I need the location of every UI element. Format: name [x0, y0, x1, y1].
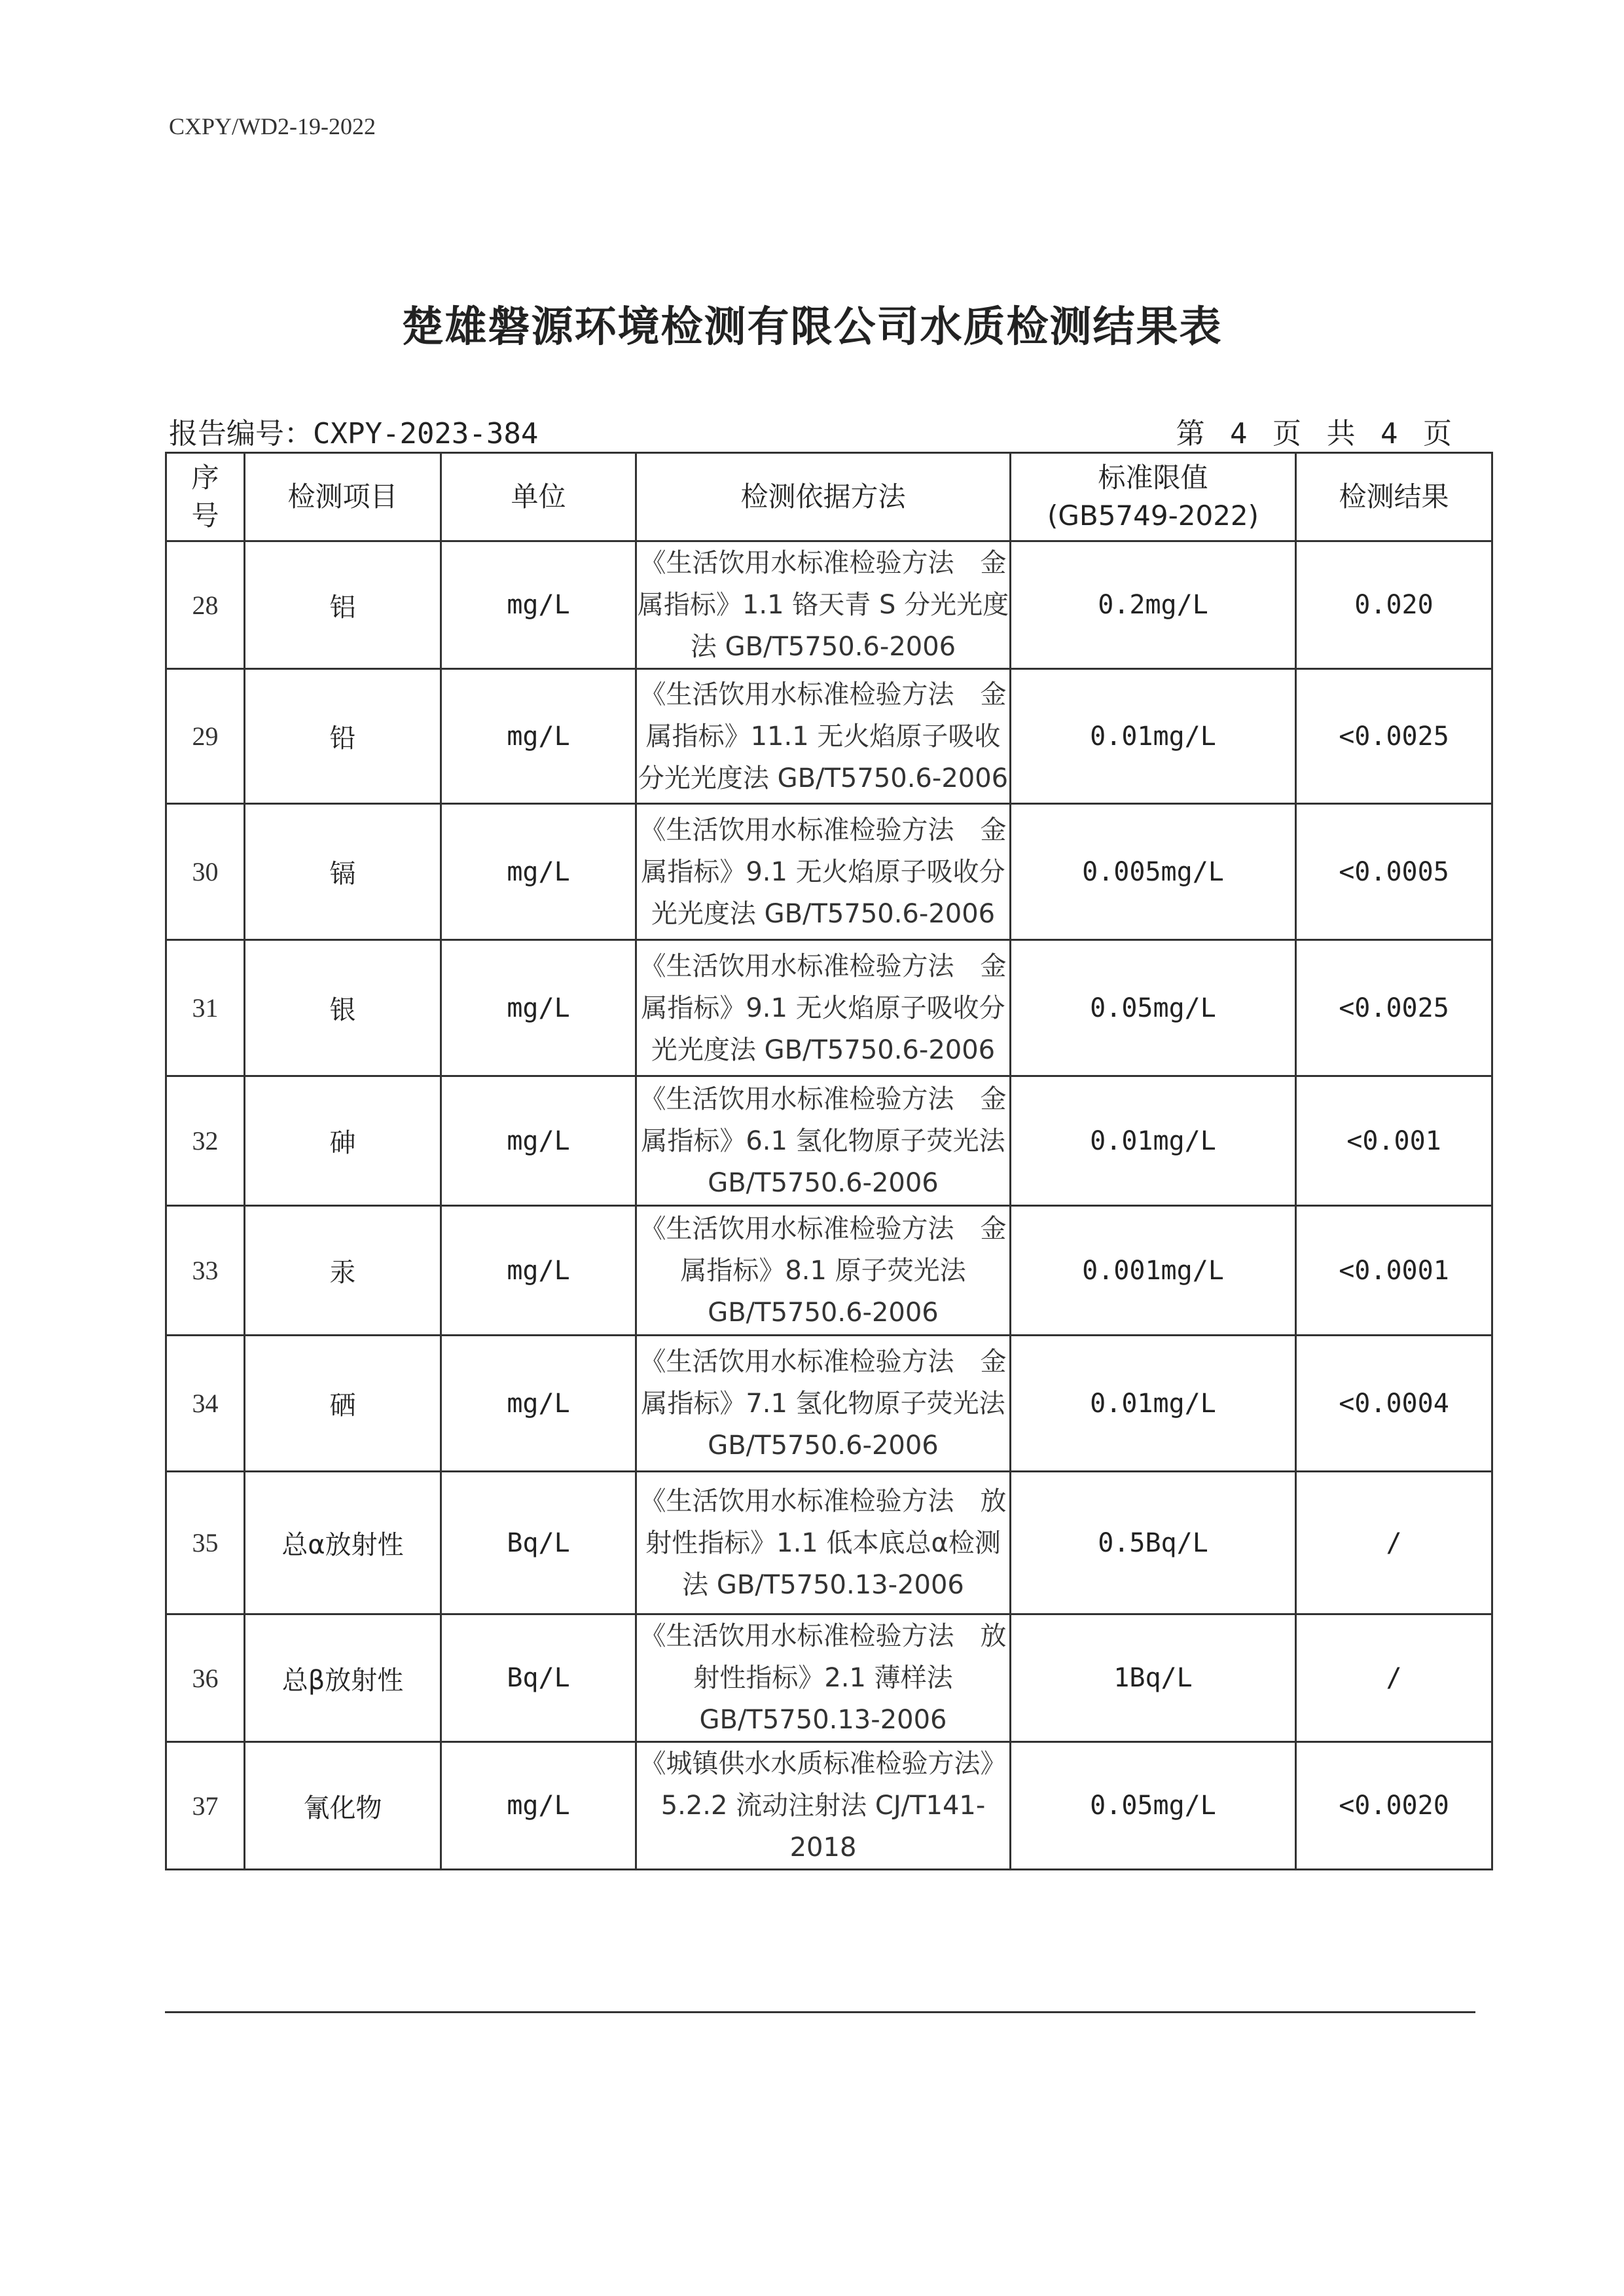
cell-item: 氰化物 [245, 1742, 441, 1870]
footer-divider [165, 2011, 1475, 2013]
report-header [169, 410, 1452, 449]
cell-unit: mg/L [441, 669, 636, 804]
table-row [166, 804, 1492, 940]
cell-result: <0.0001 [1296, 1206, 1492, 1336]
cell-limit: 1Bq/L [1011, 1614, 1296, 1742]
cell-result: <0.0025 [1296, 669, 1492, 804]
cell-item: 铅 [245, 669, 441, 804]
cell-method: 《城镇供水水质标准检验方法》5.2.2 流动注射法 CJ/T141-2018 [636, 1742, 1011, 1870]
cell-seq: 36 [166, 1614, 245, 1742]
table-row [166, 1614, 1492, 1742]
cell-result: 0.020 [1296, 541, 1492, 669]
cell-seq: 31 [166, 940, 245, 1076]
report-number: 报告编号：CXPY-2023-384 [169, 417, 539, 450]
header-unit: 单位 [441, 453, 636, 541]
page-title: 楚雄磐源环境检测有限公司水质检测结果表 [401, 303, 1223, 352]
header-item: 检测项目 [245, 453, 441, 541]
cell-seq: 37 [166, 1742, 245, 1870]
cell-result: <0.0020 [1296, 1742, 1492, 1870]
cell-item: 砷 [245, 1076, 441, 1206]
table-row [166, 669, 1492, 804]
cell-result: <0.0025 [1296, 940, 1492, 1076]
cell-result: <0.0005 [1296, 804, 1492, 940]
cell-item: 铝 [245, 541, 441, 669]
cell-limit: 0.05mg/L [1011, 1742, 1296, 1870]
header-seq-line2: 号 [191, 500, 219, 532]
cell-item: 汞 [245, 1206, 441, 1336]
cell-item: 总α放射性 [245, 1472, 441, 1614]
cell-limit: 0.05mg/L [1011, 940, 1296, 1076]
cell-method: 《生活饮用水标准检验方法 放射性指标》2.1 薄样法 GB/T5750.13-2006 [636, 1614, 1011, 1742]
cell-limit: 0.001mg/L [1011, 1206, 1296, 1336]
header-result: 检测结果 [1296, 453, 1492, 541]
cell-method: 《生活饮用水标准检验方法 金属指标》9.1 无火焰原子吸收分光光度法 GB/T5750.6-2006 [636, 804, 1011, 940]
cell-unit: mg/L [441, 1076, 636, 1206]
cell-limit: 0.005mg/L [1011, 804, 1296, 940]
table-row [166, 1206, 1492, 1336]
table-row [166, 1076, 1492, 1206]
cell-result: / [1296, 1614, 1492, 1742]
cell-unit: mg/L [441, 541, 636, 669]
cell-unit: Bq/L [441, 1472, 636, 1614]
page-indicator: 第 4 页 共 4 页 [1176, 417, 1452, 450]
cell-item: 硒 [245, 1336, 441, 1472]
cell-method: 《生活饮用水标准检验方法 金属指标》1.1 铬天青 S 分光光度法 GB/T5750.6-2006 [636, 541, 1011, 669]
results-table [165, 452, 1493, 1870]
header-limit-line1: 标准限值 [1098, 462, 1208, 494]
cell-limit: 0.01mg/L [1011, 669, 1296, 804]
cell-method: 《生活饮用水标准检验方法 金属指标》11.1 无火焰原子吸收分光光度法 GB/T5750.6-2006 [636, 669, 1011, 804]
cell-limit: 0.01mg/L [1011, 1076, 1296, 1206]
cell-method: 《生活饮用水标准检验方法 金属指标》7.1 氢化物原子荧光法 GB/T5750.6-2006 [636, 1336, 1011, 1472]
cell-seq: 33 [166, 1206, 245, 1336]
table-row [166, 541, 1492, 669]
document-code: CXPY/WD2-19-2022 [169, 113, 376, 139]
table-row [166, 1336, 1492, 1472]
cell-seq: 28 [166, 541, 245, 669]
cell-unit: mg/L [441, 940, 636, 1076]
cell-method: 《生活饮用水标准检验方法 金属指标》8.1 原子荧光法 GB/T5750.6-2006 [636, 1206, 1011, 1336]
cell-seq: 34 [166, 1336, 245, 1472]
cell-unit: Bq/L [441, 1614, 636, 1742]
cell-unit: mg/L [441, 1206, 636, 1336]
cell-item: 银 [245, 940, 441, 1076]
table-row [166, 1472, 1492, 1614]
cell-unit: mg/L [441, 1742, 636, 1870]
header-limit-line2: (GB5749-2022) [1047, 500, 1259, 532]
cell-method: 《生活饮用水标准检验方法 金属指标》6.1 氢化物原子荧光法 GB/T5750.6-2006 [636, 1076, 1011, 1206]
cell-seq: 30 [166, 804, 245, 940]
header-method: 检测依据方法 [636, 453, 1011, 541]
cell-item: 镉 [245, 804, 441, 940]
header-seq [166, 453, 245, 541]
cell-result: <0.001 [1296, 1076, 1492, 1206]
cell-unit: mg/L [441, 1336, 636, 1472]
cell-unit: mg/L [441, 804, 636, 940]
cell-seq: 32 [166, 1076, 245, 1206]
cell-method: 《生活饮用水标准检验方法 金属指标》9.1 无火焰原子吸收分光光度法 GB/T5750.6-2006 [636, 940, 1011, 1076]
table-row [166, 1742, 1492, 1870]
header-seq-line1: 序 [191, 462, 219, 494]
cell-seq: 35 [166, 1472, 245, 1614]
cell-item: 总β放射性 [245, 1614, 441, 1742]
cell-result: <0.0004 [1296, 1336, 1492, 1472]
table-row [166, 940, 1492, 1076]
cell-limit: 0.2mg/L [1011, 541, 1296, 669]
cell-seq: 29 [166, 669, 245, 804]
header-limit [1011, 453, 1296, 541]
cell-limit: 0.5Bq/L [1011, 1472, 1296, 1614]
table-header-row [166, 453, 1492, 541]
cell-limit: 0.01mg/L [1011, 1336, 1296, 1472]
cell-result: / [1296, 1472, 1492, 1614]
cell-method: 《生活饮用水标准检验方法 放射性指标》1.1 低本底总α检测法 GB/T5750.13-2006 [636, 1472, 1011, 1614]
